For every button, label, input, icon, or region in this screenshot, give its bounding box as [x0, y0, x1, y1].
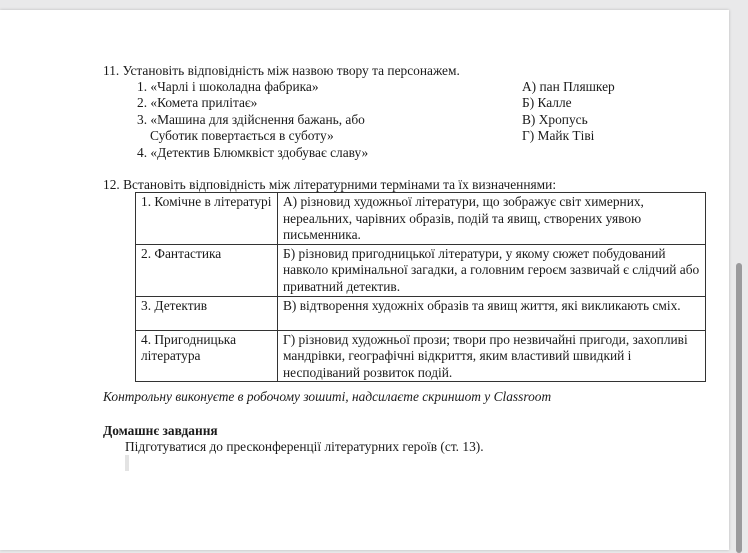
- term-cell: 2. Фантастика: [136, 244, 278, 296]
- vertical-scrollbar[interactable]: [736, 263, 742, 553]
- work-item: 4. «Детектив Блюмквіст здобуває славу»: [137, 145, 369, 160]
- term-cell: 4. Пригодницька література: [136, 330, 278, 382]
- homework-text: Підготуватися до пресконференції літературних героїв (ст. 13).: [125, 439, 484, 454]
- work-item-continued: Суботик повертається в суботу»: [150, 128, 334, 143]
- work-item: 2. «Комета прилітає»: [137, 95, 258, 110]
- character-item: Б) Калле: [522, 95, 572, 110]
- work-item: 1. «Чарлі і шоколадна фабрика»: [137, 79, 319, 94]
- text-cursor: [125, 455, 129, 471]
- term-cell: 3. Детектив: [136, 296, 278, 330]
- question-11-title: 11. Установіть відповідність між назвою твору та персонажем.: [103, 63, 460, 78]
- instructions-note: Контрольну виконуєте в робочому зошиті, надсилаєте скриншот у Classroom: [103, 389, 552, 404]
- homework-heading: Домашнє завдання: [103, 423, 218, 438]
- terms-table: [135, 192, 706, 382]
- definition-cell: А) різновид художньої літератури, що зображує світ химерних, нереальних, чарівних образів, подій та явищ, створених уявою письменника.: [278, 193, 706, 245]
- definition-cell: Б) різновид пригодницької літератури, у якому сюжет побудований навколо кримінальної загадки, а головним героєм зазвичай є слідчий або приватний детектив.: [278, 244, 706, 296]
- work-item: 3. «Машина для здійснення бажань, або: [137, 112, 365, 127]
- table-row: [136, 296, 706, 330]
- question-12-title: 12. Встановіть відповідність між літературними термінами та їх визначеннями:: [103, 177, 557, 192]
- character-item: А) пан Пляшкер: [522, 79, 615, 94]
- table-row: [136, 330, 706, 382]
- document-page: [0, 10, 729, 550]
- definition-cell: В) відтворення художніх образів та явищ життя, які викликають сміх.: [278, 296, 706, 330]
- character-item: Г) Майк Тіві: [522, 128, 595, 143]
- term-cell: 1. Комічне в літературі: [136, 193, 278, 245]
- table-row: [136, 193, 706, 245]
- character-item: В) Хропусь: [522, 112, 588, 127]
- definition-cell: Г) різновид художньої прози; твори про незвичайні пригоди, захопливі мандрівки, географічні відкриття, яким властивий швидкий і несподіваний розвиток подій.: [278, 330, 706, 382]
- table-row: [136, 244, 706, 296]
